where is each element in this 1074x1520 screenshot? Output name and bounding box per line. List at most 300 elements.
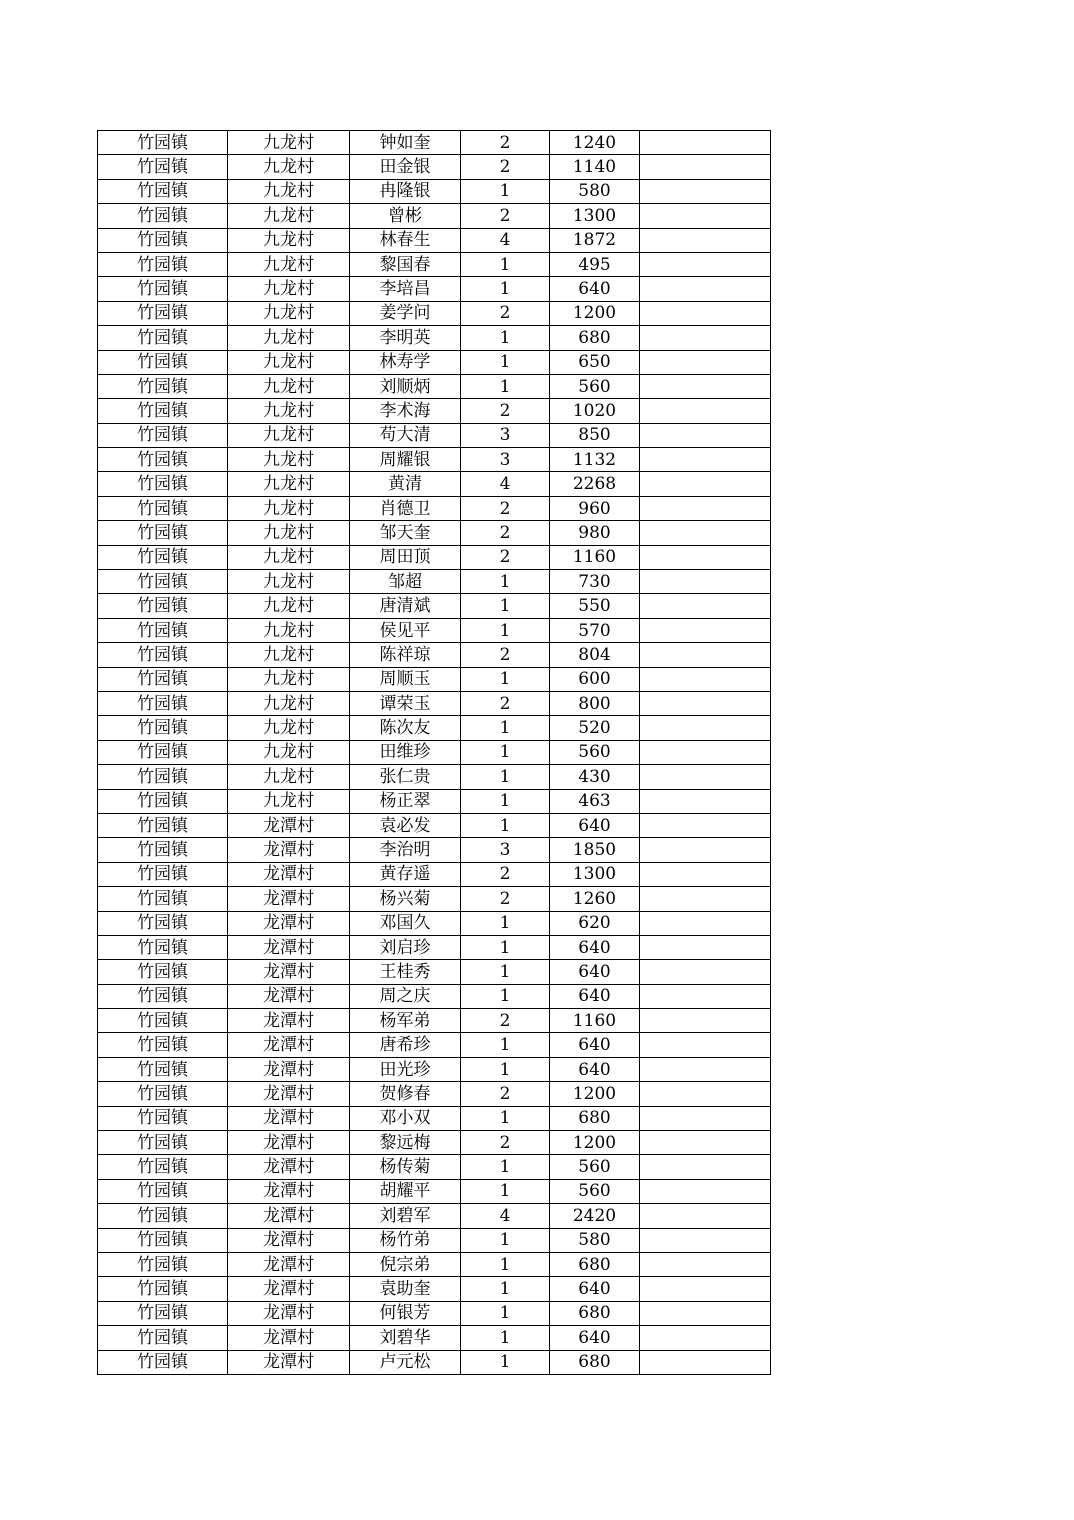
remark-cell	[640, 789, 771, 813]
village-cell: 九龙村	[228, 789, 350, 813]
name-cell: 陈祥琼	[350, 643, 461, 667]
remark-cell	[640, 399, 771, 423]
amount-cell: 560	[550, 1179, 640, 1203]
household-count-cell: 1	[461, 1301, 550, 1325]
household-count-cell: 2	[461, 691, 550, 715]
remark-cell	[640, 643, 771, 667]
table-row	[98, 1131, 771, 1155]
table-row	[98, 472, 771, 496]
remark-cell	[640, 131, 771, 155]
amount-cell: 1200	[550, 301, 640, 325]
table-row	[98, 935, 771, 959]
town-cell: 竹园镇	[98, 716, 228, 740]
household-count-cell: 1	[461, 716, 550, 740]
household-count-cell: 2	[461, 521, 550, 545]
household-count-cell: 1	[461, 1326, 550, 1350]
household-count-cell: 1	[461, 667, 550, 691]
town-cell: 竹园镇	[98, 496, 228, 520]
amount-cell: 520	[550, 716, 640, 740]
village-cell: 九龙村	[228, 374, 350, 398]
town-cell: 竹园镇	[98, 277, 228, 301]
household-count-cell: 1	[461, 1277, 550, 1301]
amount-cell: 570	[550, 618, 640, 642]
table-row	[98, 667, 771, 691]
town-cell: 竹园镇	[98, 301, 228, 325]
name-cell: 胡耀平	[350, 1179, 461, 1203]
amount-cell: 560	[550, 1155, 640, 1179]
name-cell: 唐希珍	[350, 1033, 461, 1057]
household-count-cell: 2	[461, 1082, 550, 1106]
village-cell: 九龙村	[228, 228, 350, 252]
household-count-cell: 1	[461, 1179, 550, 1203]
household-count-cell: 1	[461, 179, 550, 203]
table-row	[98, 399, 771, 423]
household-count-cell: 2	[461, 131, 550, 155]
table-row	[98, 301, 771, 325]
town-cell: 竹园镇	[98, 887, 228, 911]
town-cell: 竹园镇	[98, 1057, 228, 1081]
name-cell: 杨兴菊	[350, 887, 461, 911]
village-cell: 九龙村	[228, 594, 350, 618]
remark-cell	[640, 496, 771, 520]
village-cell: 龙潭村	[228, 1155, 350, 1179]
amount-cell: 1160	[550, 1009, 640, 1033]
name-cell: 侯见平	[350, 618, 461, 642]
town-cell: 竹园镇	[98, 472, 228, 496]
amount-cell: 640	[550, 813, 640, 837]
name-cell: 刘碧华	[350, 1326, 461, 1350]
name-cell: 苟大清	[350, 423, 461, 447]
name-cell: 肖德卫	[350, 496, 461, 520]
remark-cell	[640, 1179, 771, 1203]
table-row	[98, 277, 771, 301]
town-cell: 竹园镇	[98, 862, 228, 886]
town-cell: 竹园镇	[98, 570, 228, 594]
amount-cell: 1160	[550, 545, 640, 569]
village-cell: 九龙村	[228, 131, 350, 155]
amount-cell: 1300	[550, 862, 640, 886]
amount-cell: 560	[550, 374, 640, 398]
amount-cell: 580	[550, 179, 640, 203]
remark-cell	[640, 1082, 771, 1106]
town-cell: 竹园镇	[98, 740, 228, 764]
household-count-cell: 3	[461, 448, 550, 472]
amount-cell: 560	[550, 740, 640, 764]
remark-cell	[640, 228, 771, 252]
amount-cell: 640	[550, 935, 640, 959]
name-cell: 唐清斌	[350, 594, 461, 618]
household-count-cell: 2	[461, 887, 550, 911]
village-cell: 九龙村	[228, 301, 350, 325]
remark-cell	[640, 448, 771, 472]
town-cell: 竹园镇	[98, 1155, 228, 1179]
village-cell: 龙潭村	[228, 960, 350, 984]
name-cell: 田维珍	[350, 740, 461, 764]
remark-cell	[640, 1057, 771, 1081]
village-cell: 龙潭村	[228, 1350, 350, 1374]
name-cell: 黎远梅	[350, 1131, 461, 1155]
town-cell: 竹园镇	[98, 1301, 228, 1325]
village-cell: 九龙村	[228, 545, 350, 569]
name-cell: 周耀银	[350, 448, 461, 472]
remark-cell	[640, 1155, 771, 1179]
table-row	[98, 960, 771, 984]
amount-cell: 1872	[550, 228, 640, 252]
table-row	[98, 1057, 771, 1081]
remark-cell	[640, 765, 771, 789]
amount-cell: 680	[550, 1106, 640, 1130]
table-row	[98, 643, 771, 667]
village-cell: 九龙村	[228, 667, 350, 691]
amount-cell: 730	[550, 570, 640, 594]
household-count-cell: 1	[461, 594, 550, 618]
amount-cell: 980	[550, 521, 640, 545]
village-cell: 九龙村	[228, 277, 350, 301]
table-row	[98, 911, 771, 935]
name-cell: 田金银	[350, 155, 461, 179]
household-count-cell: 1	[461, 277, 550, 301]
village-cell: 九龙村	[228, 716, 350, 740]
name-cell: 邓小双	[350, 1106, 461, 1130]
town-cell: 竹园镇	[98, 911, 228, 935]
town-cell: 竹园镇	[98, 399, 228, 423]
household-count-cell: 4	[461, 472, 550, 496]
town-cell: 竹园镇	[98, 1033, 228, 1057]
village-cell: 九龙村	[228, 740, 350, 764]
household-count-cell: 2	[461, 204, 550, 228]
household-count-cell: 2	[461, 155, 550, 179]
table-row	[98, 789, 771, 813]
household-count-cell: 1	[461, 1033, 550, 1057]
household-count-cell: 2	[461, 1009, 550, 1033]
name-cell: 陈次友	[350, 716, 461, 740]
name-cell: 刘碧军	[350, 1204, 461, 1228]
remark-cell	[640, 277, 771, 301]
village-cell: 龙潭村	[228, 984, 350, 1008]
town-cell: 竹园镇	[98, 423, 228, 447]
village-cell: 九龙村	[228, 350, 350, 374]
name-cell: 何银芳	[350, 1301, 461, 1325]
remark-cell	[640, 618, 771, 642]
town-cell: 竹园镇	[98, 789, 228, 813]
table-row	[98, 618, 771, 642]
household-count-cell: 3	[461, 423, 550, 447]
name-cell: 周之庆	[350, 984, 461, 1008]
table-row	[98, 521, 771, 545]
remark-cell	[640, 594, 771, 618]
town-cell: 竹园镇	[98, 228, 228, 252]
name-cell: 杨传菊	[350, 1155, 461, 1179]
table-row	[98, 1350, 771, 1374]
table-row	[98, 813, 771, 837]
village-cell: 九龙村	[228, 204, 350, 228]
town-cell: 竹园镇	[98, 1082, 228, 1106]
village-cell: 龙潭村	[228, 1057, 350, 1081]
household-count-cell: 1	[461, 570, 550, 594]
town-cell: 竹园镇	[98, 204, 228, 228]
town-cell: 竹园镇	[98, 448, 228, 472]
amount-cell: 495	[550, 252, 640, 276]
town-cell: 竹园镇	[98, 155, 228, 179]
village-cell: 龙潭村	[228, 1326, 350, 1350]
table-row	[98, 691, 771, 715]
household-count-cell: 1	[461, 765, 550, 789]
village-cell: 龙潭村	[228, 1204, 350, 1228]
table-row	[98, 1155, 771, 1179]
household-count-cell: 2	[461, 545, 550, 569]
amount-cell: 430	[550, 765, 640, 789]
remark-cell	[640, 545, 771, 569]
household-count-cell: 4	[461, 1204, 550, 1228]
amount-cell: 960	[550, 496, 640, 520]
remark-cell	[640, 252, 771, 276]
amount-cell: 850	[550, 423, 640, 447]
amount-cell: 640	[550, 1277, 640, 1301]
table-row	[98, 570, 771, 594]
name-cell: 杨竹弟	[350, 1228, 461, 1252]
town-cell: 竹园镇	[98, 618, 228, 642]
remark-cell	[640, 350, 771, 374]
village-cell: 九龙村	[228, 326, 350, 350]
amount-cell: 640	[550, 1326, 640, 1350]
town-cell: 竹园镇	[98, 545, 228, 569]
remark-cell	[640, 570, 771, 594]
remark-cell	[640, 326, 771, 350]
village-cell: 九龙村	[228, 521, 350, 545]
household-count-cell: 2	[461, 301, 550, 325]
name-cell: 黎国春	[350, 252, 461, 276]
name-cell: 周田顶	[350, 545, 461, 569]
town-cell: 竹园镇	[98, 326, 228, 350]
name-cell: 袁必发	[350, 813, 461, 837]
town-cell: 竹园镇	[98, 1009, 228, 1033]
name-cell: 杨正翠	[350, 789, 461, 813]
household-count-cell: 1	[461, 374, 550, 398]
table-body	[98, 131, 771, 1375]
name-cell: 冉隆银	[350, 179, 461, 203]
table-row	[98, 765, 771, 789]
town-cell: 竹园镇	[98, 1179, 228, 1203]
household-count-cell: 2	[461, 399, 550, 423]
table-row	[98, 838, 771, 862]
town-cell: 竹园镇	[98, 1106, 228, 1130]
name-cell: 贺修春	[350, 1082, 461, 1106]
remark-cell	[640, 423, 771, 447]
household-count-cell: 1	[461, 1155, 550, 1179]
town-cell: 竹园镇	[98, 1326, 228, 1350]
amount-cell: 1020	[550, 399, 640, 423]
name-cell: 刘启珍	[350, 935, 461, 959]
name-cell: 邹天奎	[350, 521, 461, 545]
village-cell: 龙潭村	[228, 1252, 350, 1276]
town-cell: 竹园镇	[98, 1350, 228, 1374]
town-cell: 竹园镇	[98, 691, 228, 715]
name-cell: 李治明	[350, 838, 461, 862]
village-cell: 龙潭村	[228, 935, 350, 959]
amount-cell: 1240	[550, 131, 640, 155]
remark-cell	[640, 1350, 771, 1374]
household-count-cell: 1	[461, 350, 550, 374]
name-cell: 黄存遥	[350, 862, 461, 886]
table-row	[98, 545, 771, 569]
remark-cell	[640, 911, 771, 935]
town-cell: 竹园镇	[98, 179, 228, 203]
remark-cell	[640, 1033, 771, 1057]
amount-cell: 1200	[550, 1082, 640, 1106]
name-cell: 李明英	[350, 326, 461, 350]
table-row	[98, 1277, 771, 1301]
village-cell: 龙潭村	[228, 1131, 350, 1155]
village-cell: 龙潭村	[228, 1301, 350, 1325]
amount-cell: 640	[550, 984, 640, 1008]
remark-cell	[640, 374, 771, 398]
remark-cell	[640, 1131, 771, 1155]
name-cell: 李术海	[350, 399, 461, 423]
remark-cell	[640, 667, 771, 691]
village-cell: 龙潭村	[228, 1179, 350, 1203]
remark-cell	[640, 1277, 771, 1301]
remark-cell	[640, 179, 771, 203]
table-row	[98, 252, 771, 276]
village-cell: 龙潭村	[228, 1277, 350, 1301]
table-row	[98, 179, 771, 203]
village-cell: 龙潭村	[228, 887, 350, 911]
household-count-cell: 1	[461, 1106, 550, 1130]
remark-cell	[640, 155, 771, 179]
table-row	[98, 204, 771, 228]
village-cell: 龙潭村	[228, 838, 350, 862]
table-row	[98, 862, 771, 886]
household-count-cell: 1	[461, 618, 550, 642]
table-row	[98, 887, 771, 911]
amount-cell: 620	[550, 911, 640, 935]
table-row	[98, 1033, 771, 1057]
remark-cell	[640, 472, 771, 496]
household-count-cell: 1	[461, 960, 550, 984]
village-cell: 九龙村	[228, 399, 350, 423]
village-cell: 九龙村	[228, 496, 350, 520]
remark-cell	[640, 1228, 771, 1252]
amount-cell: 804	[550, 643, 640, 667]
name-cell: 邓国久	[350, 911, 461, 935]
table-row	[98, 716, 771, 740]
name-cell: 倪宗弟	[350, 1252, 461, 1276]
town-cell: 竹园镇	[98, 935, 228, 959]
village-cell: 九龙村	[228, 472, 350, 496]
amount-cell: 600	[550, 667, 640, 691]
town-cell: 竹园镇	[98, 960, 228, 984]
remark-cell	[640, 521, 771, 545]
remark-cell	[640, 1252, 771, 1276]
table-row	[98, 1009, 771, 1033]
amount-cell: 550	[550, 594, 640, 618]
name-cell: 曾彬	[350, 204, 461, 228]
household-count-cell: 2	[461, 643, 550, 667]
remark-cell	[640, 960, 771, 984]
amount-cell: 640	[550, 1033, 640, 1057]
village-cell: 九龙村	[228, 179, 350, 203]
name-cell: 钟如奎	[350, 131, 461, 155]
amount-cell: 1850	[550, 838, 640, 862]
table-row	[98, 350, 771, 374]
table-row	[98, 594, 771, 618]
remark-cell	[640, 1106, 771, 1130]
town-cell: 竹园镇	[98, 1228, 228, 1252]
village-cell: 九龙村	[228, 423, 350, 447]
town-cell: 竹园镇	[98, 374, 228, 398]
household-count-cell: 1	[461, 1228, 550, 1252]
table-row	[98, 496, 771, 520]
remark-cell	[640, 1301, 771, 1325]
amount-cell: 680	[550, 1350, 640, 1374]
town-cell: 竹园镇	[98, 667, 228, 691]
table-row	[98, 1228, 771, 1252]
table-row	[98, 1252, 771, 1276]
table-row	[98, 448, 771, 472]
remark-cell	[640, 935, 771, 959]
village-cell: 龙潭村	[228, 1009, 350, 1033]
remark-cell	[640, 887, 771, 911]
amount-cell: 680	[550, 326, 640, 350]
name-cell: 李培昌	[350, 277, 461, 301]
name-cell: 卢元松	[350, 1350, 461, 1374]
remark-cell	[640, 838, 771, 862]
town-cell: 竹园镇	[98, 594, 228, 618]
village-cell: 龙潭村	[228, 813, 350, 837]
table-row	[98, 228, 771, 252]
amount-cell: 1300	[550, 204, 640, 228]
town-cell: 竹园镇	[98, 252, 228, 276]
remark-cell	[640, 813, 771, 837]
household-count-cell: 1	[461, 740, 550, 764]
name-cell: 周顺玉	[350, 667, 461, 691]
household-count-cell: 4	[461, 228, 550, 252]
name-cell: 林寿学	[350, 350, 461, 374]
table-row	[98, 1106, 771, 1130]
village-cell: 九龙村	[228, 252, 350, 276]
amount-cell: 580	[550, 1228, 640, 1252]
data-table	[97, 130, 771, 1375]
remark-cell	[640, 740, 771, 764]
town-cell: 竹园镇	[98, 350, 228, 374]
table-row	[98, 1326, 771, 1350]
village-cell: 龙潭村	[228, 911, 350, 935]
remark-cell	[640, 1204, 771, 1228]
amount-cell: 640	[550, 960, 640, 984]
household-count-cell: 2	[461, 862, 550, 886]
remark-cell	[640, 1326, 771, 1350]
household-count-cell: 2	[461, 496, 550, 520]
town-cell: 竹园镇	[98, 1204, 228, 1228]
name-cell: 王桂秀	[350, 960, 461, 984]
remark-cell	[640, 716, 771, 740]
household-count-cell: 1	[461, 813, 550, 837]
name-cell: 黄清	[350, 472, 461, 496]
village-cell: 九龙村	[228, 643, 350, 667]
amount-cell: 640	[550, 1057, 640, 1081]
name-cell: 张仁贵	[350, 765, 461, 789]
name-cell: 刘顺炳	[350, 374, 461, 398]
village-cell: 龙潭村	[228, 1106, 350, 1130]
remark-cell	[640, 1009, 771, 1033]
remark-cell	[640, 691, 771, 715]
town-cell: 竹园镇	[98, 521, 228, 545]
town-cell: 竹园镇	[98, 643, 228, 667]
table-row	[98, 1204, 771, 1228]
village-cell: 龙潭村	[228, 862, 350, 886]
name-cell: 田光珍	[350, 1057, 461, 1081]
amount-cell: 463	[550, 789, 640, 813]
